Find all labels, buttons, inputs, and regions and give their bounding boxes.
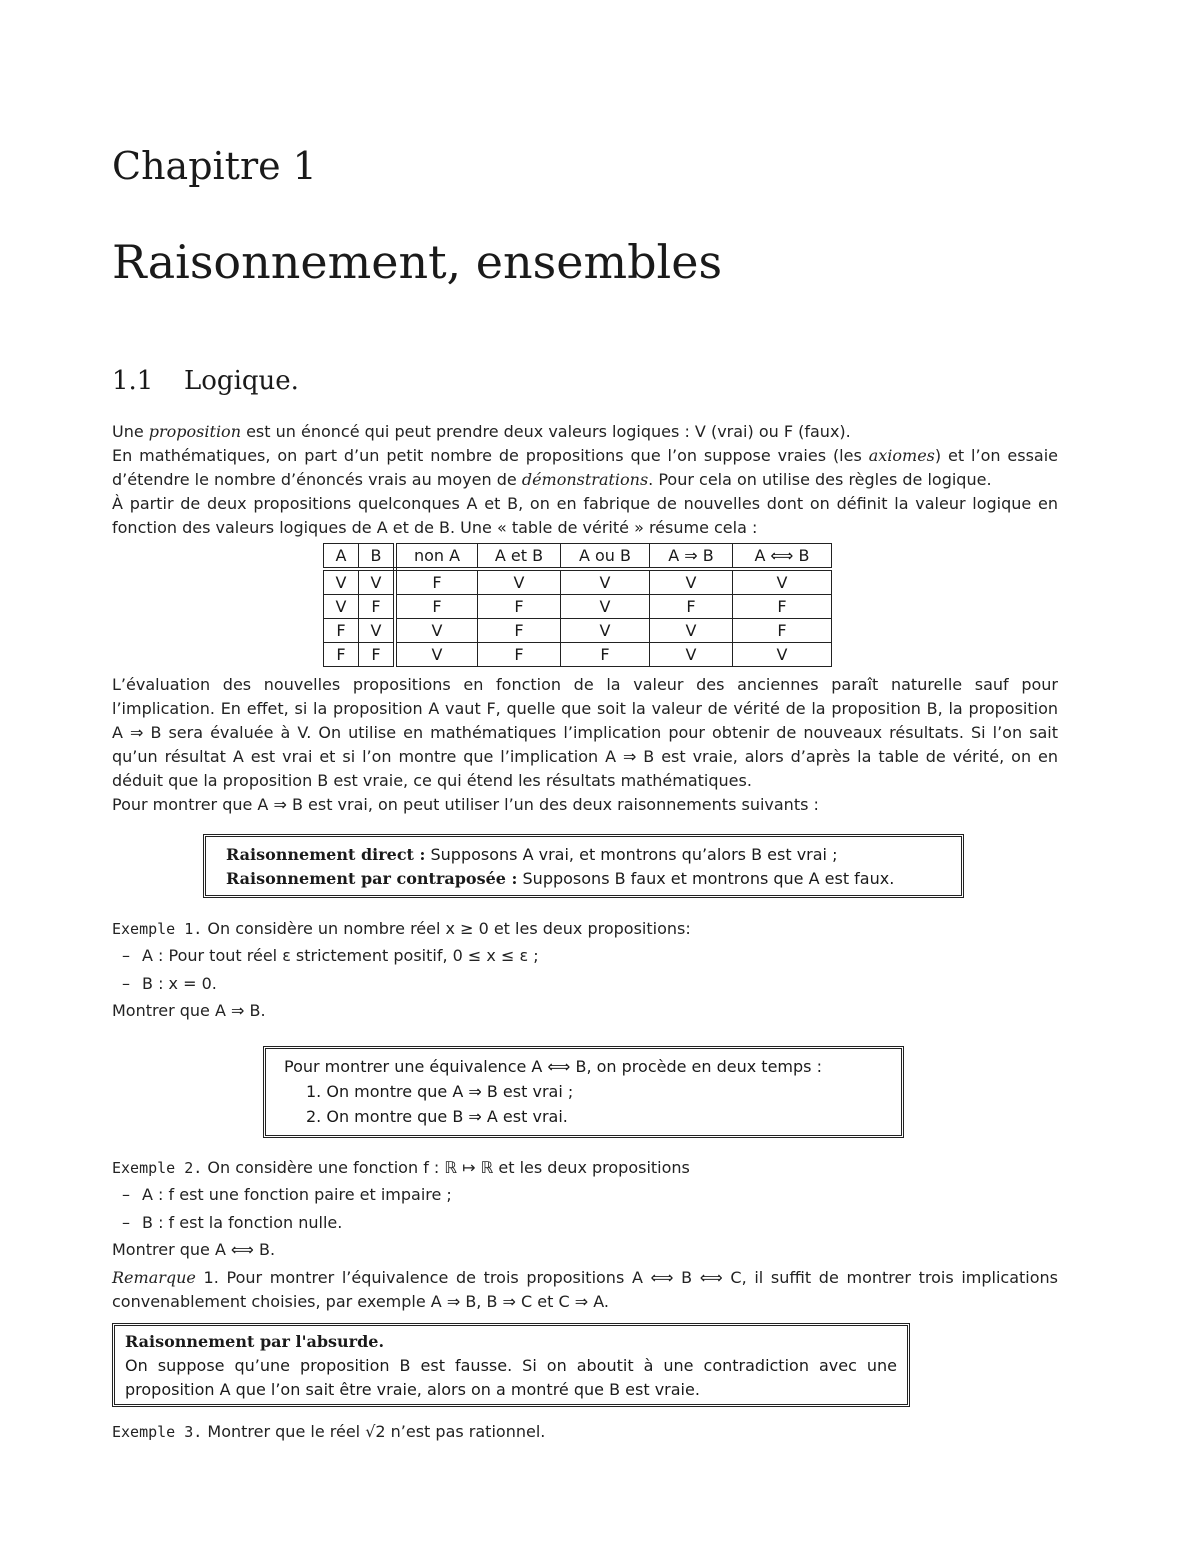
table-row <box>324 569 832 595</box>
example-1-statement <box>112 916 1058 942</box>
table-header: A <box>324 544 359 570</box>
equivalence-box <box>263 1046 904 1138</box>
table-cell: V <box>561 595 650 619</box>
table-header: A ⇒ B <box>650 544 733 570</box>
contrapositive-reasoning-line <box>226 867 961 891</box>
table-header: A ⟺ B <box>733 544 832 570</box>
remark-1-label: Remarque <box>112 1268 196 1287</box>
implication-lead-text: Pour montrer que A ⇒ B est vrai, on peut utiliser l’un des deux raisonnements suivants : <box>112 795 819 814</box>
list-item: – B : f est la fonction nulle. <box>112 1209 1058 1237</box>
term-axiomes: axiomes <box>868 446 935 465</box>
example-3-label: Exemple 3. <box>112 1423 203 1441</box>
section-number: 1.1 <box>112 366 154 396</box>
table-cell: V <box>733 643 832 667</box>
section-title: Logique. <box>184 366 299 396</box>
table-cell: V <box>561 569 650 595</box>
list-item: – A : f est une fonction paire et impaire ; <box>112 1181 1058 1209</box>
table-cell: F <box>733 595 832 619</box>
example-2-text: On considère une fonction f : ℝ ↦ ℝ et les deux propositions <box>202 1158 690 1177</box>
table-cell: V <box>650 643 733 667</box>
table-cell: V <box>359 569 396 595</box>
direct-reasoning-line <box>226 843 961 867</box>
equivalence-steps <box>284 1079 901 1129</box>
table-cell: V <box>650 569 733 595</box>
example-3 <box>112 1420 1058 1444</box>
table-row <box>324 643 832 667</box>
direct-reasoning-label: Raisonnement direct : <box>226 845 426 864</box>
table-cell: F <box>359 595 396 619</box>
example-1 <box>112 916 1058 1024</box>
table-cell: V <box>561 619 650 643</box>
list-item: 1. On montre que A ⇒ B est vrai ; <box>306 1082 574 1101</box>
table-cell: F <box>395 595 478 619</box>
equivalence-intro: Pour montrer une équivalence A ⟺ B, on procède en deux temps : <box>284 1057 822 1076</box>
chapter-title: Raisonnement, ensembles <box>112 235 723 289</box>
example-2-statement <box>112 1155 1058 1181</box>
table-cell: V <box>395 643 478 667</box>
implication-paragraph <box>112 673 1058 817</box>
direct-reasoning-text: Supposons A vrai, et montrons qu’alors B est vrai ; <box>425 845 838 864</box>
list-item: – B : x = 0. <box>112 970 1058 998</box>
table-cell: F <box>359 643 396 667</box>
table-cell: F <box>478 619 561 643</box>
example-2-propositions <box>112 1181 1058 1237</box>
implication-text: L’évaluation des nouvelles propositions en fonction de la valeur des anciennes paraît naturelle sauf pour l’implication. En effet, si la proposition A vaut F, quelle que soit la valeur de vérité de la proposition B, la proposition A ⇒ B sera évaluée à V. On utilise en mathématiques l’implication pour obtenir de nouveaux résultats. Si l’on sait qu’un résultat A est vrai et si l’on montre que l’implication A ⇒ B est vraie, alors d’après la table de vérité, on en déduit que la proposition B est vraie, ce qui étend les résultats mathématiques. <box>112 675 1058 790</box>
table-cell: V <box>733 569 832 595</box>
table-cell: F <box>650 595 733 619</box>
table-cell: V <box>395 619 478 643</box>
table-header: non A <box>395 544 478 570</box>
example-1-conclusion: Montrer que A ⇒ B. <box>112 1001 266 1020</box>
list-item: – A : Pour tout réel ε strictement positif, 0 ≤ x ≤ ε ; <box>112 942 1058 970</box>
contrapositive-reasoning-label: Raisonnement par contraposée : <box>226 869 518 888</box>
remark-1 <box>112 1266 1058 1314</box>
table-cell: F <box>733 619 832 643</box>
remark-1-text: 1. Pour montrer l’équivalence de trois propositions A ⟺ B ⟺ C, il suffit de montrer trois implications convenablement choisies, par exemple A ⇒ B, B ⇒ C et C ⇒ A. <box>112 1268 1058 1311</box>
example-2-label: Exemple 2. <box>112 1159 203 1177</box>
table-cell: V <box>324 595 359 619</box>
table-cell: V <box>359 619 396 643</box>
truth-table <box>323 543 832 667</box>
truth-table-wrapper <box>323 543 832 667</box>
intro-text: À partir de deux propositions quelconques A et B, on en fabrique de nouvelles dont on définit la valeur logique en fonction des valeurs logiques de A et de B. Une « table de vérité » résume cela : <box>112 494 1058 537</box>
reasoning-box <box>203 834 964 898</box>
term-proposition: proposition <box>148 422 241 441</box>
truth-table-header-row <box>324 544 832 570</box>
table-header: B <box>359 544 396 570</box>
table-cell: F <box>561 643 650 667</box>
example-2-conclusion: Montrer que A ⟺ B. <box>112 1240 276 1259</box>
table-cell: V <box>650 619 733 643</box>
section-heading <box>112 364 299 398</box>
intro-text: En mathématiques, on part d’un petit nombre de propositions que l’on suppose vraies (les <box>112 446 869 465</box>
term-demonstrations: démonstrations <box>521 470 649 489</box>
absurd-reasoning-box <box>112 1323 910 1407</box>
example-1-propositions <box>112 942 1058 998</box>
intro-text: ) et l’on essaie d’étendre le nombre d’énoncés vrais au moyen de <box>112 446 1059 489</box>
table-cell: F <box>324 643 359 667</box>
example-1-text: On considère un nombre réel x ≥ 0 et les deux propositions: <box>202 919 691 938</box>
intro-text: est un énoncé qui peut prendre deux valeurs logiques : V (vrai) ou F (faux). <box>241 422 851 441</box>
table-cell: V <box>324 569 359 595</box>
example-1-label: Exemple 1. <box>112 920 203 938</box>
intro-paragraph <box>112 420 1058 540</box>
intro-text: . Pour cela on utilise des règles de logique. <box>648 470 992 489</box>
table-row <box>324 619 832 643</box>
example-3-text: Montrer que le réel √2 n’est pas rationnel. <box>202 1422 546 1441</box>
table-cell: F <box>478 595 561 619</box>
table-row <box>324 595 832 619</box>
intro-text: Une <box>112 422 149 441</box>
absurd-reasoning-title: Raisonnement par l'absurde. <box>125 1332 385 1351</box>
table-header: A ou B <box>561 544 650 570</box>
table-cell: F <box>478 643 561 667</box>
table-header: A et B <box>478 544 561 570</box>
list-item: 2. On montre que B ⇒ A est vrai. <box>306 1107 568 1126</box>
chapter-number: Chapitre 1 <box>112 144 317 188</box>
table-cell: F <box>395 569 478 595</box>
example-2 <box>112 1155 1058 1263</box>
absurd-reasoning-text: On suppose qu’une proposition B est fausse. Si on aboutit à une contradiction avec une proposition A que l’on sait être vraie, alors on a montré que B est vraie. <box>125 1356 897 1399</box>
table-cell: F <box>324 619 359 643</box>
table-cell: V <box>478 569 561 595</box>
contrapositive-reasoning-text: Supposons B faux et montrons que A est faux. <box>517 869 895 888</box>
